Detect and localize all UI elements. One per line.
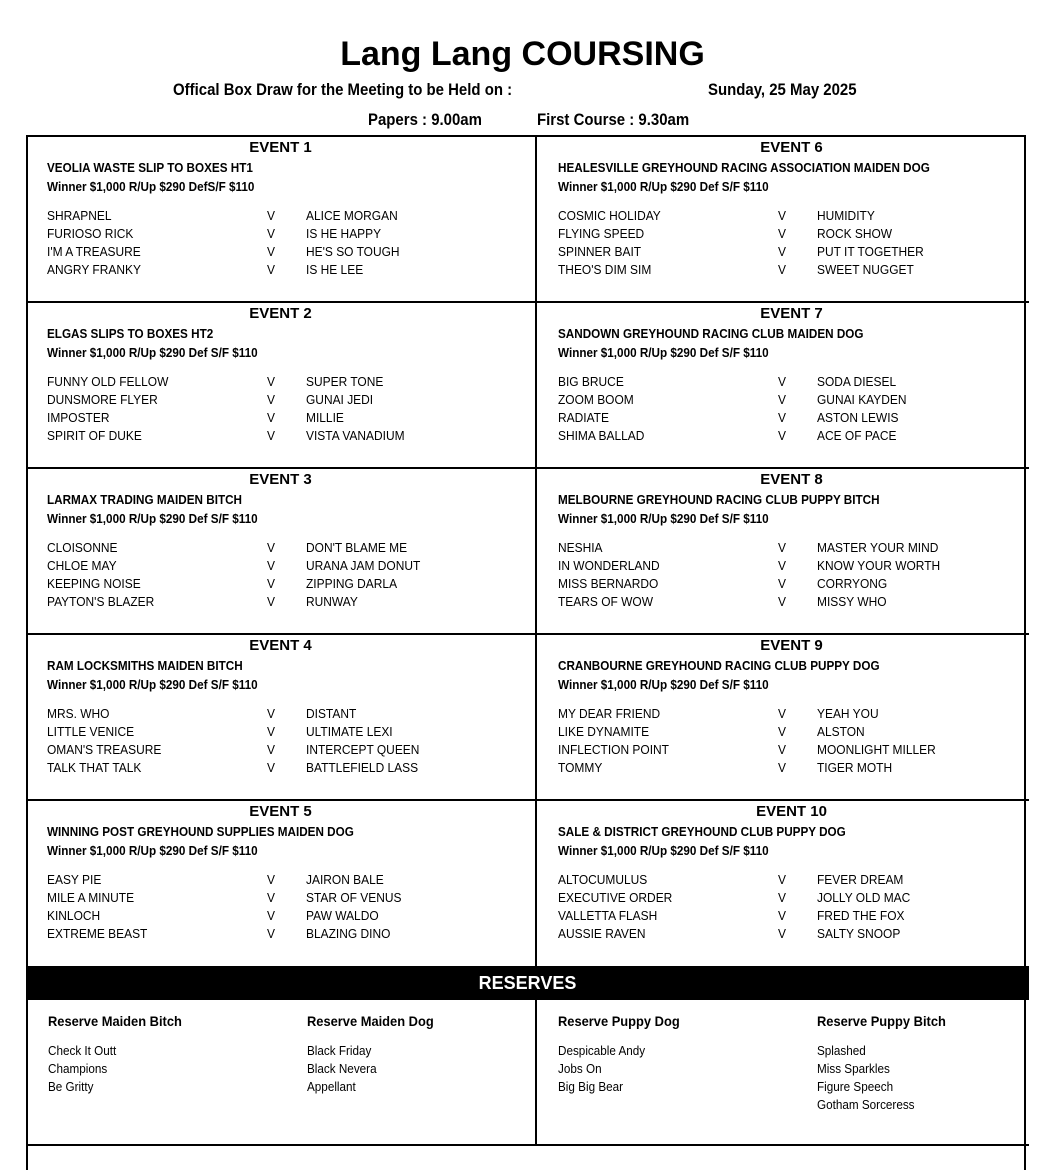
dog-name: THEO'S DIM SIM [558, 262, 652, 277]
reserve-dog-name: Despicable Andy [558, 1043, 646, 1058]
pairing-row [47, 759, 527, 777]
event-label: EVENT 10 [756, 803, 827, 820]
event-label: EVENT 6 [760, 139, 823, 156]
reserve-group [817, 1012, 957, 1114]
reserve-group-title: Reserve Maiden Dog [307, 1013, 434, 1029]
dog-name: YEAH YOU [817, 706, 879, 721]
dog-name: ZIPPING DARLA [306, 576, 398, 591]
dog-name: GUNAI JEDI [306, 392, 374, 407]
reserve-dog-name: Jobs On [558, 1061, 602, 1076]
versus-label: V [778, 742, 786, 757]
versus-label: V [267, 374, 275, 389]
event-prize: Winner $1,000 R/Up $290 Def S/F $110 [558, 511, 769, 526]
event-prize: Winner $1,000 R/Up $290 Def S/F $110 [558, 179, 769, 194]
event-label: EVENT 2 [249, 305, 312, 322]
dog-name: MILE A MINUTE [47, 890, 135, 905]
event-name: RAM LOCKSMITHS MAIDEN BITCH [47, 658, 243, 673]
versus-label: V [778, 410, 786, 425]
event-block [537, 303, 1045, 467]
event-name: VEOLIA WASTE SLIP TO BOXES HT1 [47, 160, 253, 175]
dog-name: SODA DIESEL [817, 374, 897, 389]
pairing-row [47, 427, 527, 445]
reserve-dog-name: Black Nevera [307, 1061, 377, 1076]
reserve-dog-name: Figure Speech [817, 1079, 894, 1094]
dog-name: KNOW YOUR WORTH [817, 558, 941, 573]
reserve-group [307, 1012, 445, 1096]
dog-name: IS HE HAPPY [306, 226, 382, 241]
dog-name: IN WONDERLAND [558, 558, 660, 573]
versus-label: V [267, 262, 275, 277]
reserve-group-title: Reserve Maiden Bitch [48, 1013, 182, 1029]
event-label: EVENT 7 [760, 305, 823, 322]
dog-name: EXTREME BEAST [47, 926, 148, 941]
event-label: EVENT 8 [760, 471, 823, 488]
dog-name: VISTA VANADIUM [306, 428, 405, 443]
dog-name: TALK THAT TALK [47, 760, 142, 775]
dog-name: LITTLE VENICE [47, 724, 135, 739]
versus-label: V [267, 392, 275, 407]
versus-label: V [267, 576, 275, 591]
pairing-row [558, 871, 1038, 889]
reserve-group [48, 1012, 194, 1096]
dog-name: SWEET NUGGET [817, 262, 914, 277]
reserve-list [48, 1042, 194, 1096]
event-name: CRANBOURNE GREYHOUND RACING CLUB PUPPY DOG [558, 658, 880, 673]
versus-label: V [778, 908, 786, 923]
versus-label: V [267, 872, 275, 887]
pairing-row [558, 907, 1038, 925]
reserve-list [817, 1042, 957, 1114]
event-prize: Winner $1,000 R/Up $290 Def S/F $110 [47, 677, 258, 692]
event-name: HEALESVILLE GREYHOUND RACING ASSOCIATION MAIDEN DOG [558, 160, 930, 175]
versus-label: V [778, 540, 786, 555]
reserve-group-title: Reserve Puppy Dog [558, 1013, 680, 1029]
meeting-date: Sunday, 25 May 2025 [708, 80, 857, 99]
reserve-dog-name: Splashed [817, 1043, 866, 1058]
versus-label: V [778, 208, 786, 223]
dog-name: FUNNY OLD FELLOW [47, 374, 169, 389]
dog-name: ALICE MORGAN [306, 208, 398, 223]
versus-label: V [778, 706, 786, 721]
reserve-dog-name: Check It Outt [48, 1043, 117, 1058]
dog-name: FRED THE FOX [817, 908, 905, 923]
reserve-group-title: Reserve Puppy Bitch [817, 1013, 946, 1029]
dog-name: SALTY SNOOP [817, 926, 901, 941]
dog-name: HE'S SO TOUGH [306, 244, 400, 259]
event-pairings [558, 705, 1038, 777]
event-pairings [47, 871, 527, 943]
dog-name: CHLOE MAY [47, 558, 117, 573]
pairing-row [47, 575, 527, 593]
pairing-row [558, 593, 1038, 611]
event-label: EVENT 3 [249, 471, 312, 488]
pairing-row [47, 723, 527, 741]
dog-name: JOLLY OLD MAC [817, 890, 911, 905]
dog-name: MRS. WHO [47, 706, 110, 721]
dog-name: SHRAPNEL [47, 208, 112, 223]
dog-name: RADIATE [558, 410, 609, 425]
dog-name: BLAZING DINO [306, 926, 391, 941]
dog-name: FEVER DREAM [817, 872, 904, 887]
versus-label: V [778, 724, 786, 739]
event-block [26, 801, 535, 965]
versus-label: V [267, 540, 275, 555]
dog-name: MISSY WHO [817, 594, 887, 609]
dog-name: URANA JAM DONUT [306, 558, 421, 573]
dog-name: ALTOCUMULUS [558, 872, 648, 887]
versus-label: V [267, 208, 275, 223]
event-pairings [558, 871, 1038, 943]
versus-label: V [778, 926, 786, 941]
event-label: EVENT 1 [249, 139, 312, 156]
dog-name: MASTER YOUR MIND [817, 540, 939, 555]
event-name: LARMAX TRADING MAIDEN BITCH [47, 492, 242, 507]
pairing-row [47, 705, 527, 723]
pairing-row [47, 409, 527, 427]
dog-name: INTERCEPT QUEEN [306, 742, 420, 757]
event-name: SALE & DISTRICT GREYHOUND CLUB PUPPY DOG [558, 824, 846, 839]
versus-label: V [778, 392, 786, 407]
dog-name: SPIRIT OF DUKE [47, 428, 142, 443]
versus-label: V [267, 926, 275, 941]
event-label: EVENT 5 [249, 803, 312, 820]
dog-name: EXECUTIVE ORDER [558, 890, 673, 905]
versus-label: V [778, 872, 786, 887]
pairing-row [47, 593, 527, 611]
reserves-heading: RESERVES [26, 966, 1029, 1000]
versus-label: V [267, 760, 275, 775]
event-block [537, 137, 1045, 301]
pairing-row [47, 243, 527, 261]
pairing-row [47, 907, 527, 925]
dog-name: ULTIMATE LEXI [306, 724, 393, 739]
reserve-dog-name: Appellant [307, 1079, 356, 1094]
dog-name: STAR OF VENUS [306, 890, 402, 905]
pairing-row [558, 539, 1038, 557]
dog-name: CLOISONNE [47, 540, 118, 555]
dog-name: INFLECTION POINT [558, 742, 669, 757]
event-pairings [558, 207, 1038, 279]
pairing-row [558, 925, 1038, 943]
versus-label: V [778, 244, 786, 259]
papers-time: Papers : 9.00am [368, 110, 482, 129]
reserve-list [558, 1042, 690, 1096]
dog-name: CORRYONG [817, 576, 888, 591]
dog-name: VALLETTA FLASH [558, 908, 658, 923]
pairing-row [47, 261, 527, 279]
dog-name: ASTON LEWIS [817, 410, 899, 425]
dog-name: MISS BERNARDO [558, 576, 659, 591]
reserve-dog-name: Miss Sparkles [817, 1061, 890, 1076]
dog-name: ACE OF PACE [817, 428, 897, 443]
event-block [26, 137, 535, 301]
meeting-title: Lang Lang COURSING [340, 35, 705, 73]
pairing-row [47, 741, 527, 759]
dog-name: NESHIA [558, 540, 603, 555]
pairing-row [558, 373, 1038, 391]
pairing-row [558, 741, 1038, 759]
versus-label: V [267, 244, 275, 259]
dog-name: ROCK SHOW [817, 226, 893, 241]
dog-name: DISTANT [306, 706, 357, 721]
dog-name: IMPOSTER [47, 410, 110, 425]
dog-name: SPINNER BAIT [558, 244, 642, 259]
event-pairings [47, 705, 527, 777]
event-name: SANDOWN GREYHOUND RACING CLUB MAIDEN DOG [558, 326, 864, 341]
dog-name: ZOOM BOOM [558, 392, 634, 407]
versus-label: V [778, 558, 786, 573]
pairing-row [47, 391, 527, 409]
event-name: ELGAS SLIPS TO BOXES HT2 [47, 326, 214, 341]
versus-label: V [267, 724, 275, 739]
dog-name: LIKE DYNAMITE [558, 724, 650, 739]
pairing-row [558, 889, 1038, 907]
versus-label: V [267, 706, 275, 721]
row-divider [26, 1144, 1029, 1146]
pairing-row [558, 225, 1038, 243]
event-prize: Winner $1,000 R/Up $290 Def S/F $110 [47, 345, 258, 360]
pairing-row [47, 207, 527, 225]
reserves-column-divider [535, 1000, 537, 1145]
dog-name: MILLIE [306, 410, 344, 425]
dog-name: DON'T BLAME ME [306, 540, 408, 555]
dog-name: HUMIDITY [817, 208, 875, 223]
event-prize: Winner $1,000 R/Up $290 Def S/F $110 [47, 843, 258, 858]
event-label: EVENT 9 [760, 637, 823, 654]
event-block [537, 469, 1045, 633]
versus-label: V [778, 262, 786, 277]
dog-name: MOONLIGHT MILLER [817, 742, 936, 757]
event-prize: Winner $1,000 R/Up $290 DefS/F $110 [47, 179, 255, 194]
dog-name: FURIOSO RICK [47, 226, 134, 241]
dog-name: JAIRON BALE [306, 872, 384, 887]
reserve-dog-name: Big Big Bear [558, 1079, 624, 1094]
event-prize: Winner $1,000 R/Up $290 Def S/F $110 [47, 511, 258, 526]
pairing-row [558, 391, 1038, 409]
dog-name: KINLOCH [47, 908, 101, 923]
versus-label: V [267, 742, 275, 757]
dog-name: SHIMA BALLAD [558, 428, 645, 443]
dog-name: I'M A TREASURE [47, 244, 141, 259]
pairing-row [558, 575, 1038, 593]
dog-name: RUNWAY [306, 594, 358, 609]
event-label: EVENT 4 [249, 637, 312, 654]
event-prize: Winner $1,000 R/Up $290 Def S/F $110 [558, 677, 769, 692]
event-block [26, 469, 535, 633]
pairing-row [558, 705, 1038, 723]
reserve-group [558, 1012, 690, 1096]
versus-label: V [778, 374, 786, 389]
pairing-row [558, 759, 1038, 777]
event-block [26, 303, 535, 467]
dog-name: PAYTON'S BLAZER [47, 594, 155, 609]
event-pairings [47, 373, 527, 445]
dog-name: BIG BRUCE [558, 374, 624, 389]
event-pairings [47, 539, 527, 611]
event-name: MELBOURNE GREYHOUND RACING CLUB PUPPY BITCH [558, 492, 880, 507]
draw-subtitle: Offical Box Draw for the Meeting to be Held on : [173, 80, 513, 99]
dog-name: PAW WALDO [306, 908, 379, 923]
dog-name: TIGER MOTH [817, 760, 893, 775]
pairing-row [47, 373, 527, 391]
pairing-row [558, 207, 1038, 225]
versus-label: V [778, 226, 786, 241]
dog-name: EASY PIE [47, 872, 102, 887]
versus-label: V [267, 226, 275, 241]
reserve-dog-name: Be Gritty [48, 1079, 94, 1094]
event-pairings [558, 373, 1038, 445]
dog-name: TEARS OF WOW [558, 594, 654, 609]
dog-name: ANGRY FRANKY [47, 262, 141, 277]
first-course-time: First Course : 9.30am [537, 110, 690, 129]
pairing-row [47, 225, 527, 243]
pairing-row [47, 539, 527, 557]
versus-label: V [778, 760, 786, 775]
dog-name: GUNAI KAYDEN [817, 392, 907, 407]
versus-label: V [778, 428, 786, 443]
pairing-row [47, 871, 527, 889]
versus-label: V [267, 410, 275, 425]
dog-name: PUT IT TOGETHER [817, 244, 924, 259]
event-block [537, 635, 1045, 799]
dog-name: KEEPING NOISE [47, 576, 141, 591]
reserve-list [307, 1042, 445, 1096]
reserve-dog-name: Black Friday [307, 1043, 372, 1058]
dog-name: ALSTON [817, 724, 865, 739]
event-name: WINNING POST GREYHOUND SUPPLIES MAIDEN DOG [47, 824, 354, 839]
event-prize: Winner $1,000 R/Up $290 Def S/F $110 [558, 843, 769, 858]
dog-name: SUPER TONE [306, 374, 384, 389]
dog-name: AUSSIE RAVEN [558, 926, 646, 941]
versus-label: V [267, 594, 275, 609]
pairing-row [558, 243, 1038, 261]
event-pairings [47, 207, 527, 279]
versus-label: V [778, 594, 786, 609]
pairing-row [558, 427, 1038, 445]
versus-label: V [267, 428, 275, 443]
reserve-dog-name: Gotham Sorceress [817, 1097, 915, 1112]
versus-label: V [267, 558, 275, 573]
pairing-row [558, 557, 1038, 575]
pairing-row [558, 409, 1038, 427]
versus-label: V [267, 890, 275, 905]
dog-name: MY DEAR FRIEND [558, 706, 661, 721]
dog-name: DUNSMORE FLYER [47, 392, 158, 407]
versus-label: V [778, 890, 786, 905]
reserve-dog-name: Champions [48, 1061, 108, 1076]
dog-name: OMAN'S TREASURE [47, 742, 162, 757]
event-block [537, 801, 1045, 965]
dog-name: TOMMY [558, 760, 603, 775]
dog-name: BATTLEFIELD LASS [306, 760, 419, 775]
event-prize: Winner $1,000 R/Up $290 Def S/F $110 [558, 345, 769, 360]
dog-name: FLYING SPEED [558, 226, 645, 241]
dog-name: COSMIC HOLIDAY [558, 208, 661, 223]
versus-label: V [267, 908, 275, 923]
pairing-row [558, 723, 1038, 741]
versus-label: V [778, 576, 786, 591]
pairing-row [558, 261, 1038, 279]
pairing-row [47, 557, 527, 575]
pairing-row [47, 889, 527, 907]
pairing-row [47, 925, 527, 943]
dog-name: IS HE LEE [306, 262, 364, 277]
event-pairings [558, 539, 1038, 611]
event-block [26, 635, 535, 799]
